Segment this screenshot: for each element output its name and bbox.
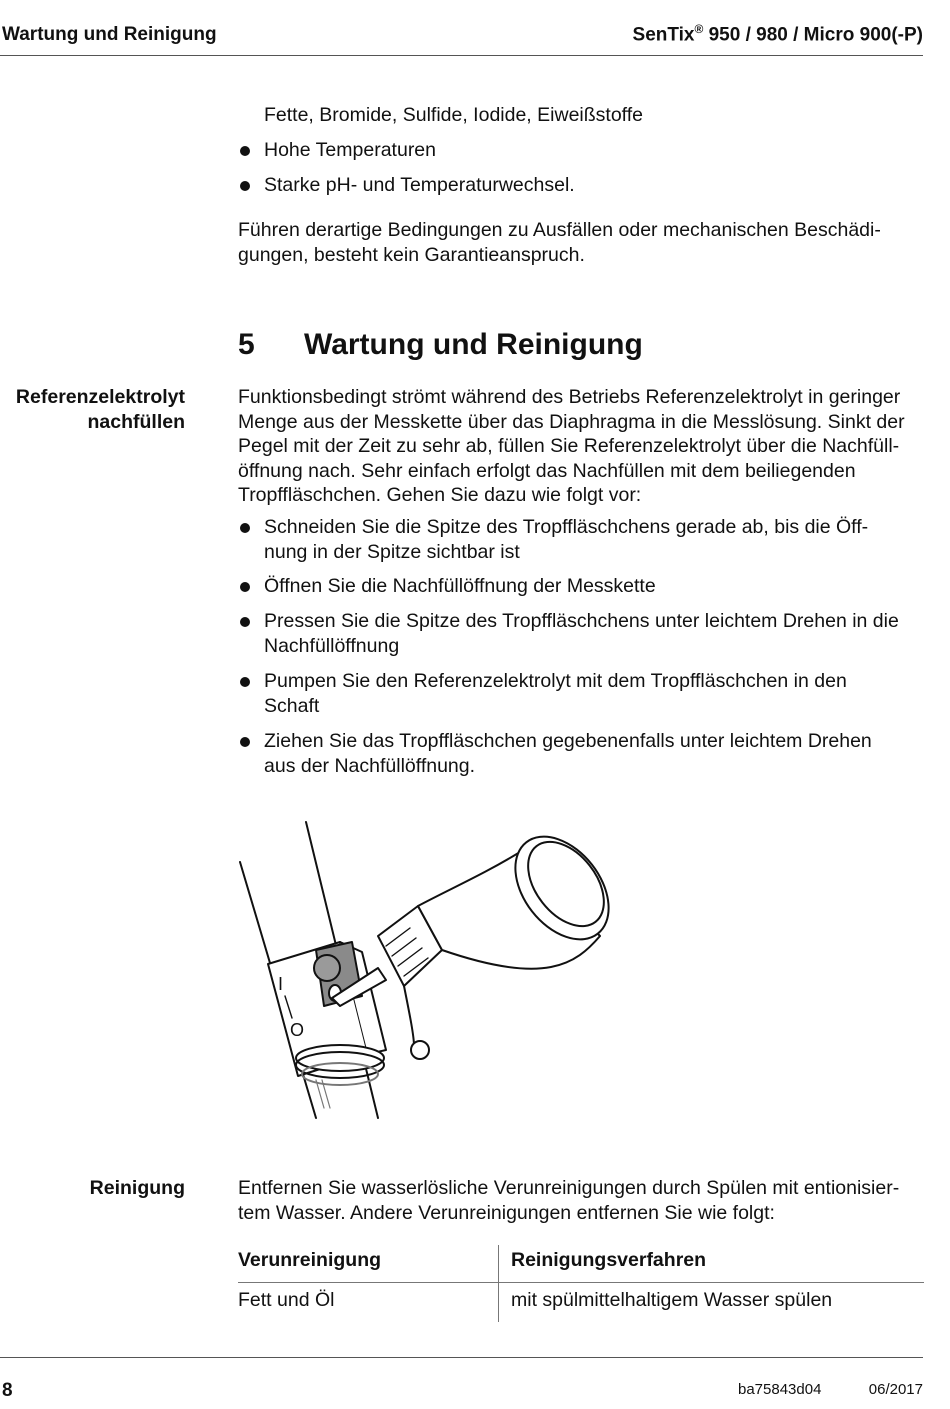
- brand-name: SenTix: [632, 24, 695, 46]
- bullet-dot-icon: [240, 677, 250, 687]
- marker-o: O: [290, 1020, 305, 1040]
- list-continuation: Fette, Bromide, Sulfide, Iodide, Eiweißstoffe: [264, 104, 643, 126]
- cleaning-paragraph: Entfernen Sie wasserlösliche Verunreinigungen durch Spülen mit entionisier- tem Wasser. Andere Verunreinigungen entfernen Sie wie folgt:: [238, 1177, 900, 1224]
- list-item: Starke pH- und Temperaturwechsel.: [238, 173, 928, 198]
- list-item: Ziehen Sie das Tropffläschchen gegebenenfalls unter leichtem Drehen aus der Nachfüllöffnung.: [238, 729, 928, 778]
- bullet-dot-icon: [240, 737, 250, 747]
- bullet-dot-icon: [240, 181, 250, 191]
- column-header-contamination: Verunreinigung: [238, 1245, 499, 1283]
- table-row: [238, 1283, 924, 1323]
- column-header-method: Reinigungsverfahren: [499, 1245, 925, 1283]
- refill-opening-plug: [314, 955, 340, 981]
- document-date: 06/2017: [868, 1381, 923, 1398]
- refill-illustration: [228, 818, 628, 1128]
- running-header-title: Wartung und Reinigung: [2, 24, 217, 45]
- list-item: Hohe Temperaturen: [238, 138, 928, 163]
- list-item: Öffnen Sie die Nachfüllöffnung der Messkette: [238, 574, 928, 599]
- page-number: 8: [2, 1380, 13, 1401]
- electrode-dropper-drawing: [228, 818, 628, 1123]
- list-item: Pressen Sie die Spitze des Tropffläschchens unter leichtem Drehen in die Nachfüllöffnung: [238, 609, 928, 658]
- section-number: 5: [238, 328, 255, 361]
- header-rule: [0, 55, 923, 56]
- cap-strap: [404, 986, 414, 1046]
- registered-mark: ®: [694, 22, 704, 36]
- bullet-dot-icon: [240, 146, 250, 156]
- model-list: 950 / 980 / Micro 900(-P): [703, 24, 923, 46]
- document-id: ba75843d04: [738, 1381, 822, 1398]
- refill-paragraph: Funktionsbedingt strömt während des Betriebs Referenzelektrolyt in geringer Menge aus der Messkette über das Diaphragma in die Messlösung. Sinkt der Pegel mit der Zeit zu sehr ab, füllen Sie Referenzelektrolyt über die Nachfüll- öffnung nach. Sehr einfach erfolgt das Nachfüllen mit dem beiliegenden Tropffläschchen. Gehen Sie dazu wie folgt vor:: [238, 386, 905, 506]
- list-item: Schneiden Sie die Spitze des Tropffläschchens gerade ab, bis die Öff- nung in der Spitze sichtbar ist: [238, 515, 928, 564]
- table-header-row: [238, 1245, 924, 1283]
- marker-i: I: [278, 974, 284, 994]
- bullet-dot-icon: [240, 582, 250, 592]
- table-cell: mit spülmittelhaltigem Wasser spülen: [499, 1283, 925, 1323]
- margin-label-refill: Referenzelektrolyt nachfüllen: [15, 386, 185, 433]
- bullet-dot-icon: [240, 617, 250, 627]
- cleaning-table: [238, 1245, 924, 1322]
- margin-label-cleaning: Reinigung: [89, 1177, 185, 1199]
- list-item: Pumpen Sie den Referenzelektrolyt mit dem Tropffläschchen in den Schaft: [238, 669, 928, 718]
- table-cell: Fett und Öl: [238, 1289, 335, 1311]
- warranty-note: Führen derartige Bedingungen zu Ausfällen oder mechanischen Beschädi- gungen, besteht kein Garantieanspruch.: [238, 219, 881, 266]
- footer-rule: [0, 1357, 923, 1358]
- section-title: Wartung und Reinigung: [304, 328, 643, 361]
- bullet-dot-icon: [240, 523, 250, 533]
- running-header-product: [633, 22, 923, 46]
- section-heading: [238, 328, 643, 362]
